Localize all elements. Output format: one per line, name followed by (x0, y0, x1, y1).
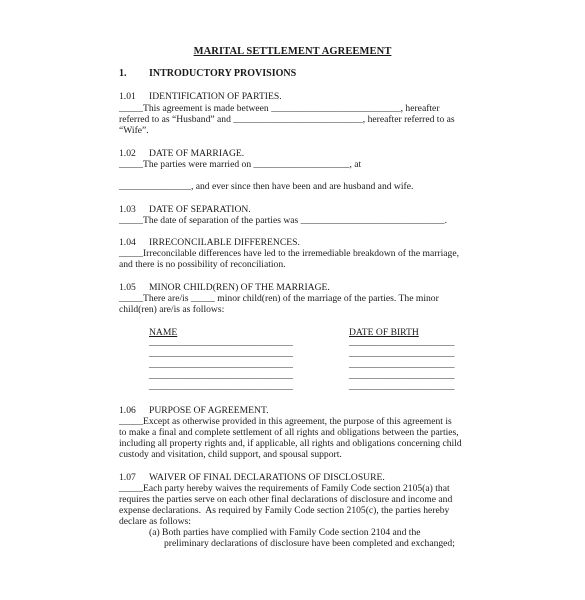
child-name-blank: ______________________________ (149, 370, 293, 381)
clause-text-line: custody and visitation, child support, and spousal support. (119, 449, 342, 460)
clause-number: 1.03 (119, 204, 136, 215)
clause-text-line: expense declarations. As required by Family Code section 2105(c), the parties hereby (119, 505, 450, 516)
child-dob-blank: ______________________ (349, 370, 455, 381)
child-name-blank: ______________________________ (149, 348, 293, 359)
clause-text-line: to make a final and complete settlement of all rights and obligations between the parties, (119, 427, 459, 438)
clause-number: 1.06 (119, 405, 136, 416)
clause-text-line: _____There are/is _____ minor child(ren) of the marriage of the parties. The minor (119, 293, 439, 304)
child-dob-blank: ______________________ (349, 359, 455, 370)
child-name-blank: ______________________________ (149, 359, 293, 370)
clause-heading: MINOR CHILD(REN) OF THE MARRIAGE. (149, 282, 330, 293)
children-name-header: NAME (149, 327, 178, 338)
clause-text-line: including all property rights and, if applicable, all rights and obligations concerning child (119, 438, 462, 449)
subclause-line: (a) Both parties have complied with Family Code section 2104 and the (149, 527, 421, 538)
clause-number: 1.02 (119, 148, 136, 159)
child-dob-blank: ______________________ (349, 348, 455, 359)
clause-text-line: requires the parties serve on each other final declarations of disclosure and income and (119, 494, 453, 505)
document-title: MARITAL SETTLEMENT AGREEMENT (193, 46, 392, 57)
child-dob-blank: ______________________ (349, 337, 455, 348)
clause-number: 1.05 (119, 282, 136, 293)
clause-text-line: _____Except as otherwise provided in this agreement, the purpose of this agreement is (119, 416, 452, 427)
clause-number: 1.07 (119, 472, 136, 483)
section-heading: INTRODUCTORY PROVISIONS (149, 68, 297, 79)
section-number: 1. (119, 68, 127, 79)
children-dob-header: DATE OF BIRTH (349, 327, 419, 338)
child-dob-blank: ______________________ (349, 381, 455, 392)
clause-heading: DATE OF MARRIAGE. (149, 148, 245, 159)
clause-heading: IDENTIFICATION OF PARTIES. (149, 91, 282, 102)
clause-text-line: and there is no possibility of reconciliation. (119, 259, 286, 270)
clause-text-line: referred to as “Husband” and ___________________________, hereafter referred to as (119, 114, 455, 125)
clause-text-line: _____This agreement is made between ___________________________, hereafter (119, 103, 440, 114)
child-name-blank: ______________________________ (149, 381, 293, 392)
clause-text-line: _____The parties were married on ____________________, at (119, 159, 362, 170)
clause-heading: WAIVER OF FINAL DECLARATIONS OF DISCLOSURE. (149, 472, 385, 483)
clause-text-line: _______________, and ever since then have been and are husband and wife. (119, 181, 414, 192)
clause-text-line: declare as follows: (119, 516, 191, 527)
clause-text-line: _____Irreconcilable differences have led to the irremediable breakdown of the marriage, (119, 248, 459, 259)
clause-number: 1.04 (119, 237, 136, 248)
clause-text-line: _____Each party hereby waives the requirements of Family Code section 2105(a) that (119, 483, 450, 494)
clause-text-line: child(ren) are/is as follows: (119, 304, 225, 315)
clause-heading: DATE OF SEPARATION. (149, 204, 251, 215)
clause-text-line: “Wife”. (119, 125, 149, 136)
child-name-blank: ______________________________ (149, 337, 293, 348)
clause-heading: PURPOSE OF AGREEMENT. (149, 405, 269, 416)
clause-heading: IRRECONCILABLE DIFFERENCES. (149, 237, 300, 248)
subclause-line: preliminary declarations of disclosure have been completed and exchanged; (164, 538, 455, 549)
clause-text-line: _____The date of separation of the parties was ______________________________. (119, 215, 447, 226)
clause-number: 1.01 (119, 91, 136, 102)
